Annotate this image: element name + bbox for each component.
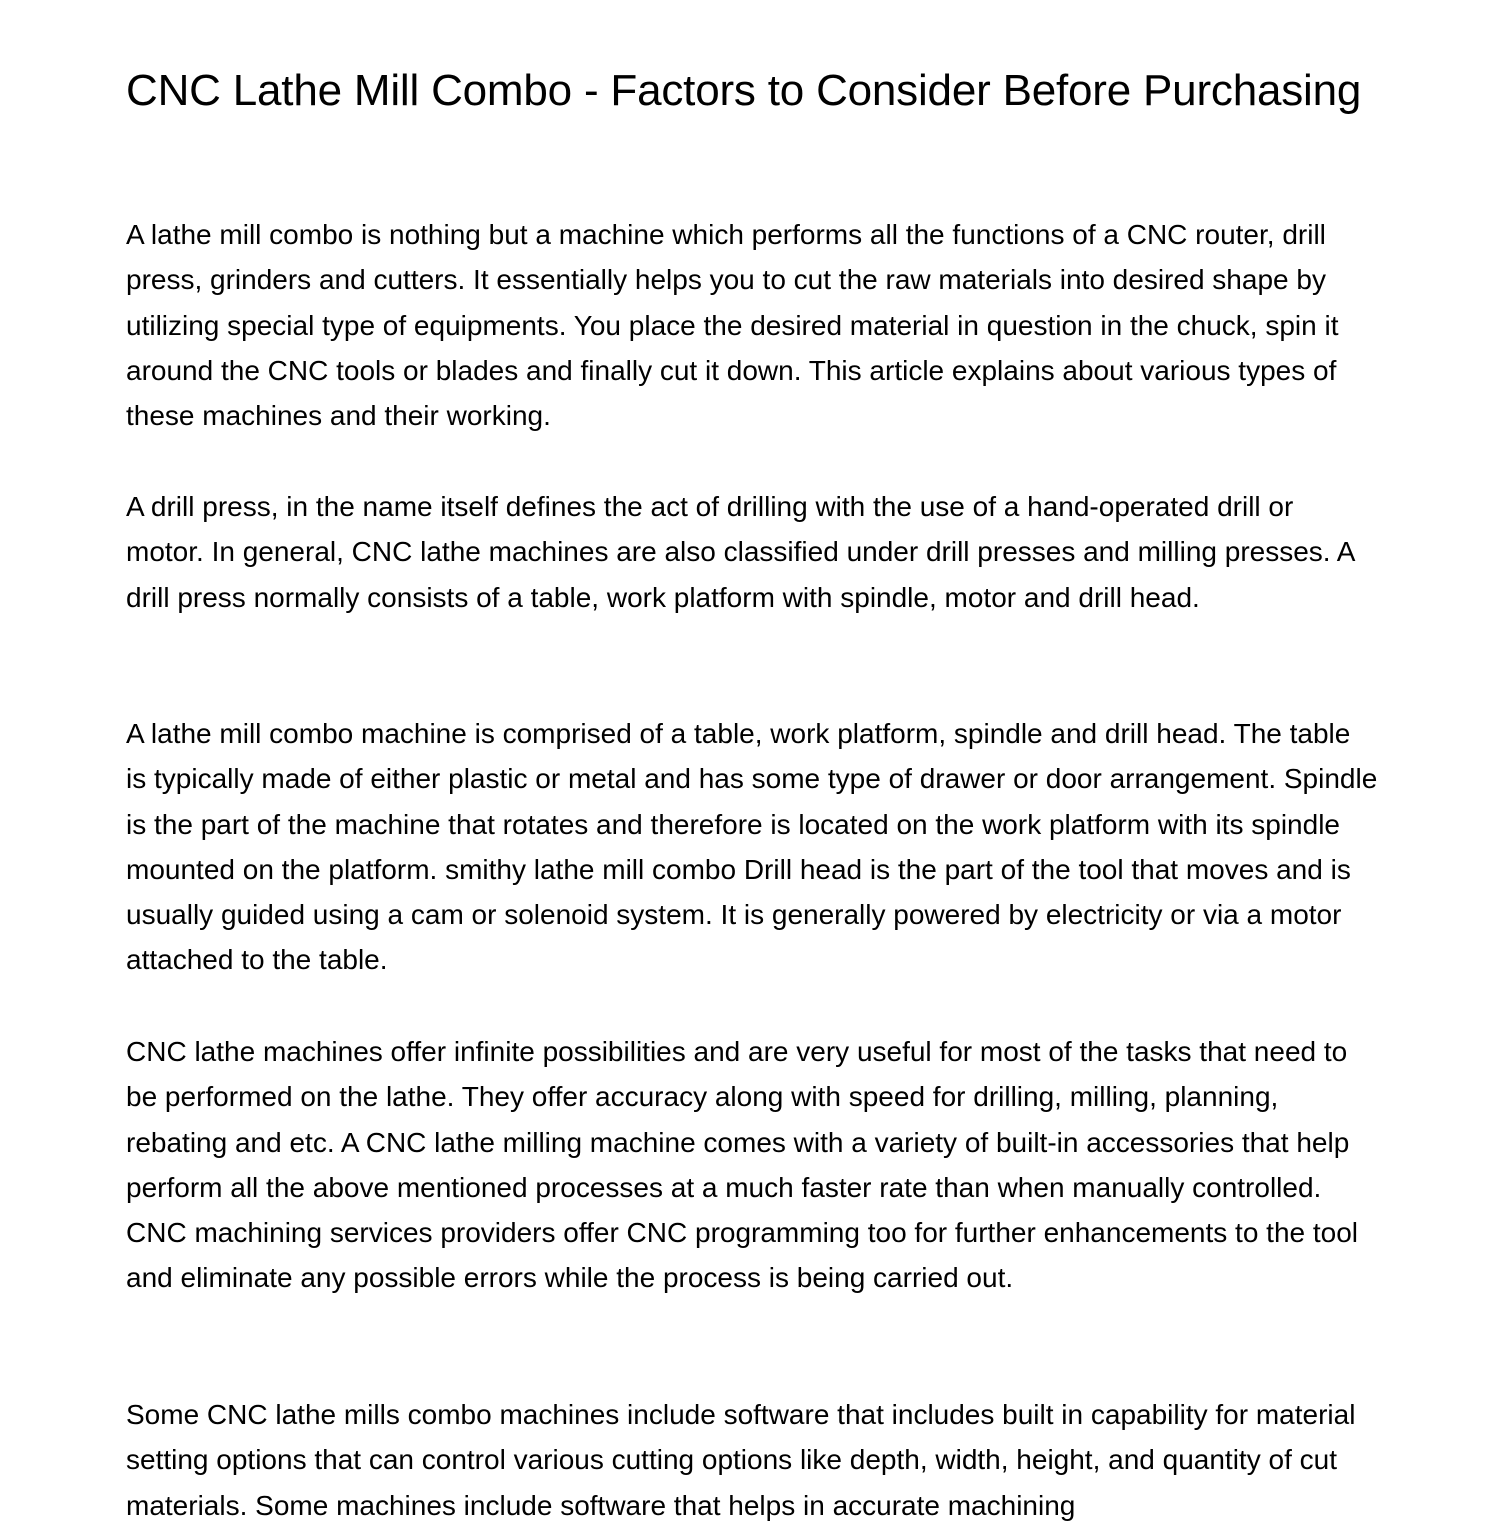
document-title: CNC Lathe Mill Combo - Factors to Consider Before Purchasing <box>126 66 1362 115</box>
paragraph-3: A lathe mill combo machine is comprised of a table, work platform, spindle and drill head. The table is typically made of either plastic or metal and has some type of drawer or door arrangement. Spindle is the part of the machine that rotates and therefore is located on the work platform with its spindle mounted on the platform. smithy lathe mill combo Drill head is the part of the tool that moves and is usually guided using a cam or solenoid system. It is generally powered by electricity or via a motor attached to the table. <box>126 718 1378 976</box>
paragraph-5: Some CNC lathe mills combo machines include software that includes built in capability for material setting options that can control various cutting options like depth, width, height, and quantity of cut materials. Some machines include software that helps in accurate machining <box>126 1399 1356 1521</box>
paragraph-2: A drill press, in the name itself defines the act of drilling with the use of a hand-operated drill or motor. In general, CNC lathe machines are also classified under drill presses and milling presses. A drill press normally consists of a table, work platform with spindle, motor and drill head. <box>126 491 1354 613</box>
paragraph-4: CNC lathe machines offer infinite possibilities and are very useful for most of the tasks that need to be performed on the lathe. They offer accuracy along with speed for drilling, milling, planning, rebating and etc. A CNC lathe milling machine comes with a variety of built-in accessories that help perform all the above mentioned processes at a much faster rate than when manually controlled. CNC machining services providers offer CNC programming too for further enhancements to the tool and eliminate any possible errors while the process is being carried out. <box>126 1036 1359 1294</box>
paragraph-1: A lathe mill combo is nothing but a machine which performs all the functions of a CNC router, drill press, grinders and cutters. It essentially helps you to cut the raw materials into desired shape by utilizing special type of equipments. You place the desired material in question in the chuck, spin it around the CNC tools or blades and finally cut it down. This article explains about various types of these machines and their working. <box>126 219 1339 432</box>
